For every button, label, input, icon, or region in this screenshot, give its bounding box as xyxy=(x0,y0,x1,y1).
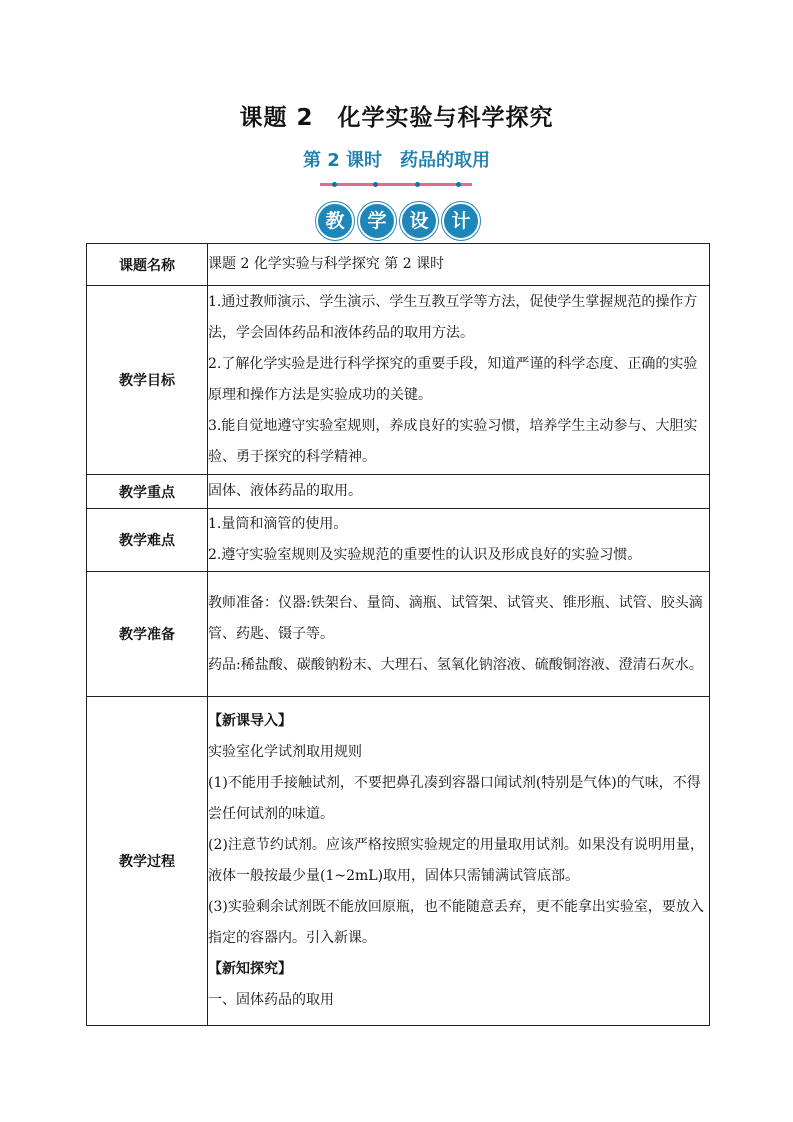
content-paragraph: (3)实验剩余试剂既不能放回原瓶，也不能随意丢弃，更不能拿出实验室，要放入指定的容器内。引入新课。 xyxy=(208,899,704,946)
banner-dot xyxy=(373,182,378,187)
row-content xyxy=(208,572,710,697)
content-paragraph: 实验室化学试剂取用规则 xyxy=(208,744,362,760)
table-row xyxy=(87,286,710,475)
row-label: 课题名称 xyxy=(87,244,208,286)
table-row xyxy=(87,572,710,697)
banner-rule xyxy=(320,183,472,186)
row-label: 教学准备 xyxy=(87,572,208,697)
table-row xyxy=(87,475,710,509)
content-paragraph: (1)不能用手接触试剂，不要把鼻孔凑到容器口闻试剂(特别是气体)的气味，不得尝任何试剂的味道。 xyxy=(208,775,701,822)
row-content xyxy=(208,286,710,475)
badge-char: 教 xyxy=(316,202,354,240)
row-content xyxy=(208,244,710,286)
table-row xyxy=(87,244,710,286)
badge-char: 学 xyxy=(358,202,396,240)
teaching-design-banner xyxy=(316,180,478,238)
banner-dot xyxy=(456,182,461,187)
row-label: 教学难点 xyxy=(87,509,208,572)
lesson-plan-table xyxy=(86,243,710,1026)
section-heading: 【新课导入】 xyxy=(208,713,292,729)
badge-char: 设 xyxy=(400,202,438,240)
content-paragraph: 课题 2 化学实验与科学探究 第 2 课时 xyxy=(208,256,445,272)
banner-dot xyxy=(332,182,337,187)
content-paragraph: 药品:稀盐酸、碳酸钠粉末、大理石、氢氧化钠溶液、硫酸铜溶液、澄清石灰水。 xyxy=(208,656,703,673)
content-paragraph: 1.量筒和滴管的使用。 xyxy=(208,516,348,532)
row-label: 教学目标 xyxy=(87,286,208,475)
row-content xyxy=(208,475,710,509)
content-paragraph: 一、固体药品的取用 xyxy=(208,992,334,1008)
content-paragraph: (2)注意节约试剂。应该严格按照实验规定的用量取用试剂。如果没有说明用量，液体一般按最少量(1~2mL)取用，固体只需铺满试管底部。 xyxy=(208,837,704,884)
content-paragraph: 2.遵守实验室规则及实验规范的重要性的认识及形成良好的实验习惯。 xyxy=(208,547,642,563)
content-paragraph: 1.通过教师演示、学生演示、学生互教互学等方法，促使学生掌握规范的操作方法，学会固体药品和液体药品的取用方法。 xyxy=(208,294,698,341)
table-row xyxy=(87,509,710,572)
page-title: 课题 2 化学实验与科学探究 xyxy=(239,105,554,131)
content-paragraph: 固体、液体药品的取用。 xyxy=(208,483,362,499)
row-content xyxy=(208,509,710,572)
badge-char: 计 xyxy=(442,202,480,240)
lesson-subtitle: 第 2 课时 药品的取用 xyxy=(302,150,491,171)
section-heading: 【新知探究】 xyxy=(208,961,292,977)
table-row xyxy=(87,697,710,1026)
row-content xyxy=(208,697,710,1026)
row-label: 教学过程 xyxy=(87,697,208,1026)
content-paragraph: 教师准备：仪器:铁架台、量筒、滴瓶、试管架、试管夹、锥形瓶、试管、胶头滴管、药匙、镊子等。 xyxy=(208,594,703,642)
content-paragraph: 2.了解化学实验是进行科学探究的重要手段，知道严谨的科学态度、正确的实验原理和操作方法是实验成功的关键。 xyxy=(208,356,698,403)
banner-dot xyxy=(415,182,420,187)
row-label: 教学重点 xyxy=(87,475,208,509)
content-paragraph: 3.能自觉地遵守实验室规则，养成良好的实验习惯，培养学生主动参与、大胆实验、勇于探究的科学精神。 xyxy=(208,418,698,465)
